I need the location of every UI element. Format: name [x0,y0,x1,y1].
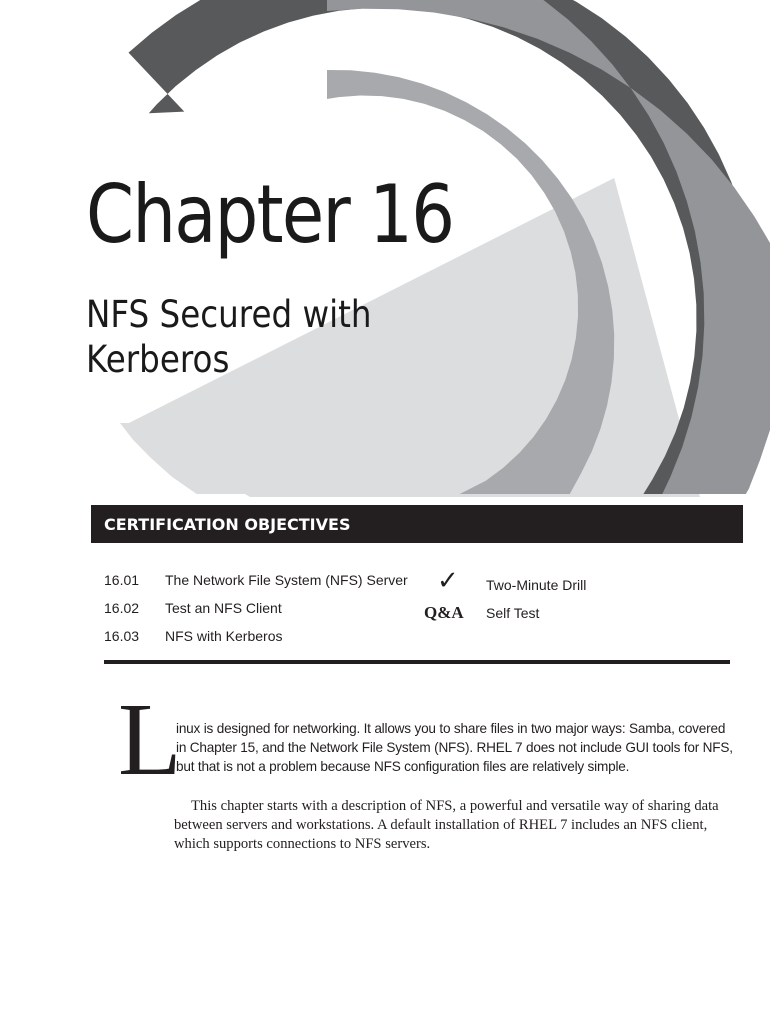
intro-paragraph: inux is designed for networking. It allows you to share files in two major ways: Samba, covered in Chapter 15, and the Network File System (NFS). RHEL 7 does not include GUI tools for NFS, but that is not a problem because NFS configuration files are relatively simple. [176,721,733,774]
objective-number: 16.02 [104,600,140,616]
subtitle-line-2: Kerberos [86,338,230,381]
two-minute-drill-label: Two-Minute Drill [486,577,587,593]
qa-icon: Q&A [424,603,464,622]
subtitle-line-1: NFS Secured with [86,293,372,336]
objective-number: 16.01 [104,572,140,588]
body-paragraph: This chapter starts with a description of NFS, a powerful and versatile way of sharing data between servers and workstations. A default installation of RHEL 7 includes an NFS client, which supports connections to NFS servers. [174,798,719,852]
objective-number: 16.03 [104,628,140,644]
chapter-title: Chapter 16 [86,168,454,261]
objective-text: NFS with Kerberos [165,628,283,644]
objective-text: The Network File System (NFS) Server [165,572,408,588]
self-test-label: Self Test [486,605,540,621]
section-divider [104,660,730,664]
checkmark-icon: ✓ [437,566,459,596]
chapter-subtitle [86,292,372,382]
certification-objectives-heading: CERTIFICATION OBJECTIVES [91,505,743,543]
objective-text: Test an NFS Client [165,600,282,616]
drop-cap: L [118,682,182,797]
